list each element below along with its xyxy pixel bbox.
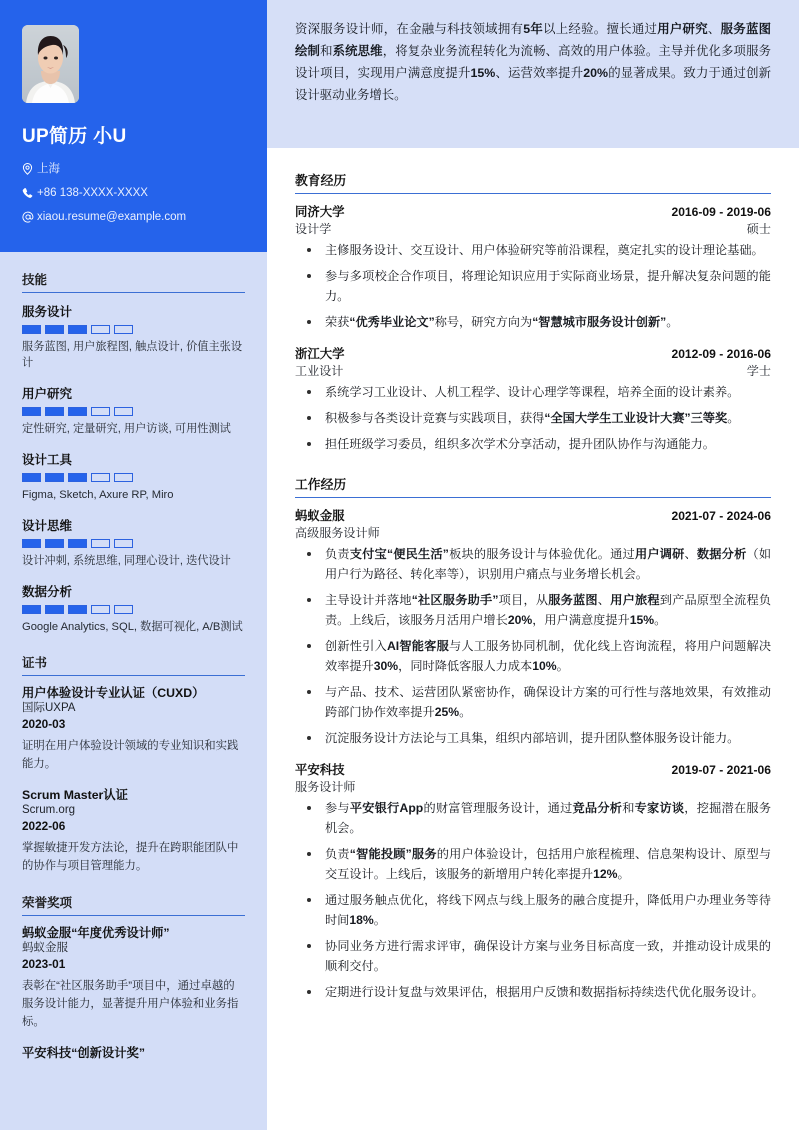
sidebar-body	[0, 252, 267, 1061]
work-bullet: 协同业务方进行需求评审，确保设计方案与业务目标高度一致，并推动设计成果的顺利交付。	[295, 936, 771, 976]
awards-item	[22, 925, 245, 1031]
skills-list	[22, 302, 245, 635]
education-bullet: 担任班级学习委员，组织多次学术分享活动，提升团队协作与沟通能力。	[295, 434, 771, 454]
awards-section-title: 荣誉奖项	[22, 893, 245, 916]
work-bullet: 通过服务触点优化，将线下网点与线上服务的融合度提升，降低用户办理业务等待时间18%。	[295, 890, 771, 930]
work-bullet: 创新性引入AI智能客服与人工服务协同机制，优化线上咨询流程，将用户问题解决效率提升30%，同时降低客服人力成本10%。	[295, 636, 771, 676]
skill-bar-segment	[45, 407, 64, 416]
work-bullets	[295, 798, 771, 1002]
skill-bar-segment	[91, 473, 110, 482]
work-entry-header	[295, 760, 771, 778]
degree: 学士	[746, 364, 771, 378]
work-bullet: 参与平安银行App的财富管理服务设计，通过竞品分析和专家访谈，挖掘潜在服务机会。	[295, 798, 771, 838]
skill-bar-segment	[114, 325, 133, 334]
company-name: 平安科技	[295, 763, 345, 777]
education-entry-subheader	[295, 220, 771, 237]
certs-date: 2020-03	[22, 717, 66, 731]
education-section-title: 教育经历	[295, 170, 771, 194]
skill-bar-segment	[114, 407, 133, 416]
work-entry	[295, 506, 771, 748]
skill-item	[22, 384, 245, 437]
certs-org: Scrum.org	[22, 804, 76, 816]
awards-list	[22, 925, 245, 1061]
education-bullet: 积极参与各类设计竞赛与实践项目，获得“全国大学生工业设计大赛”三等奖。	[295, 408, 771, 428]
education-list	[295, 202, 771, 454]
contact-email	[22, 210, 245, 224]
certs-item	[22, 787, 245, 875]
certs-date: 2022-06	[22, 819, 66, 833]
skill-name: 服务设计	[22, 305, 73, 319]
skill-level-meter	[22, 539, 245, 548]
main-column	[267, 0, 799, 1130]
education-bullet: 荣获“优秀毕业论文”称号，研究方向为“智慧城市服务设计创新”。	[295, 312, 771, 332]
school-name: 浙江大学	[295, 347, 345, 361]
education-bullet: 主修服务设计、交互设计、用户体验研究等前沿课程，奠定扎实的设计理论基础。	[295, 240, 771, 260]
location-pin-icon	[22, 163, 37, 175]
degree: 硕士	[746, 222, 771, 236]
work-list	[295, 506, 771, 1002]
work-bullet: 定期进行设计复盘与效果评估，根据用户反馈和数据指标持续迭代优化服务设计。	[295, 982, 771, 1002]
work-bullet: 沉淀服务设计方法论与工具集，组织内部培训，提升团队整体服务设计能力。	[295, 728, 771, 748]
contact-email-value: xiaou.resume@example.com	[37, 211, 187, 223]
certs-section-title: 证书	[22, 653, 245, 676]
skill-bar-segment	[45, 539, 64, 548]
awards-org: 蚂蚁金服	[22, 942, 68, 954]
summary-text: 资深服务设计师，在金融与科技领域拥有5年以上经验。擅长通过用户研究、服务蓝图绘制和系统思维，将复杂业务流程转化为流畅、高效的用户体验。主导并优化多项服务设计项目，实现用户满意度提升15%、运营效率提升20%的显著成果。致力于通过创新设计驱动业务增长。	[295, 22, 772, 102]
work-date: 2019-07 - 2021-06	[671, 763, 771, 777]
education-bullets	[295, 382, 771, 454]
skill-bar-segment	[45, 325, 64, 334]
email-at-icon	[22, 211, 37, 223]
education-entry-header	[295, 202, 771, 220]
skill-bar-segment	[68, 539, 87, 548]
certs-title: Scrum Master认证	[22, 788, 128, 802]
sidebar-header	[0, 0, 267, 252]
skill-level-meter	[22, 325, 245, 334]
work-section-title: 工作经历	[295, 474, 771, 498]
skill-keywords: Figma, Sketch, Axure RP, Miro	[22, 489, 174, 501]
skill-level-meter	[22, 473, 245, 482]
skill-bar-segment	[68, 473, 87, 482]
skill-bar-segment	[22, 473, 41, 482]
skill-name: 数据分析	[22, 585, 73, 599]
education-bullet: 系统学习工业设计、人机工程学、设计心理学等课程，培养全面的设计素养。	[295, 382, 771, 402]
summary-panel	[267, 0, 799, 148]
major: 工业设计	[295, 364, 344, 378]
skill-name: 设计工具	[22, 453, 73, 467]
education-entry	[295, 202, 771, 332]
skill-item	[22, 450, 245, 503]
work-bullets	[295, 544, 771, 748]
school-name: 同济大学	[295, 205, 345, 219]
skill-bar-segment	[22, 325, 41, 334]
education-entry-subheader	[295, 362, 771, 379]
job-title: 高级服务设计师	[295, 526, 380, 540]
awards-title: 蚂蚁金服“年度优秀设计师”	[22, 926, 170, 940]
contact-phone-value: +86 138-XXXX-XXXX	[37, 187, 148, 199]
skill-item	[22, 302, 245, 371]
portrait-photo-icon	[22, 25, 79, 103]
awards-title: 平安科技“创新设计奖”	[22, 1046, 145, 1060]
skill-bar-segment	[114, 473, 133, 482]
education-bullet: 参与多项校企合作项目，将理论知识应用于实际商业场景，提升解决复杂问题的能力。	[295, 266, 771, 306]
main-body	[267, 148, 799, 1002]
skill-bar-segment	[68, 325, 87, 334]
skill-keywords: 定性研究, 定量研究, 用户访谈, 可用性测试	[22, 423, 231, 435]
skill-keywords: Google Analytics, SQL, 数据可视化, A/B测试	[22, 621, 243, 633]
skill-bar-segment	[45, 473, 64, 482]
education-entry-header	[295, 344, 771, 362]
skill-keywords: 设计冲刺, 系统思维, 同理心设计, 迭代设计	[22, 555, 231, 567]
contact-phone	[22, 186, 245, 200]
awards-date: 2023-01	[22, 957, 66, 971]
contact-location	[22, 162, 245, 176]
awards-item	[22, 1045, 245, 1061]
major: 设计学	[295, 222, 332, 236]
skill-bar-segment	[91, 539, 110, 548]
work-entry-subheader	[295, 524, 771, 541]
skill-level-meter	[22, 605, 245, 614]
work-bullet: 负责“智能投顾”服务的用户体验设计，包括用户旅程梳理、信息架构设计、原型与交互设计。上线后，该服务的新增用户转化率提升12%。	[295, 844, 771, 884]
skill-name: 设计思维	[22, 519, 73, 533]
work-date: 2021-07 - 2024-06	[671, 509, 771, 523]
work-entry	[295, 760, 771, 1002]
work-bullet: 负责支付宝“便民生活”板块的服务设计与体验优化。通过用户调研、数据分析（如用户行为路径、转化率等），识别用户痛点与业务增长机会。	[295, 544, 771, 584]
certs-title: 用户体验设计专业认证（CUXD）	[22, 686, 205, 700]
work-bullet: 与产品、技术、运营团队紧密协作，确保设计方案的可行性与落地效果，有效推动跨部门协作效率提升25%。	[295, 682, 771, 722]
contact-location-value: 上海	[37, 163, 60, 175]
certs-item	[22, 685, 245, 773]
skill-bar-segment	[22, 605, 41, 614]
skill-bar-segment	[91, 407, 110, 416]
awards-description: 表彰在“社区服务助手”项目中，通过卓越的服务设计能力，显著提升用户体验和业务指标。	[22, 980, 239, 1028]
skill-bar-segment	[114, 539, 133, 548]
work-entry-header	[295, 506, 771, 524]
certs-org: 国际UXPA	[22, 702, 76, 714]
skill-bar-segment	[68, 605, 87, 614]
skill-item	[22, 582, 245, 635]
sidebar	[0, 0, 267, 1130]
education-date: 2012-09 - 2016-06	[671, 347, 771, 361]
certs-list	[22, 685, 245, 875]
education-entry	[295, 344, 771, 454]
certs-description: 证明在用户体验设计领域的专业知识和实践能力。	[22, 740, 239, 770]
skill-bar-segment	[45, 605, 64, 614]
skill-bar-segment	[114, 605, 133, 614]
skill-level-meter	[22, 407, 245, 416]
skill-bar-segment	[91, 605, 110, 614]
work-bullet: 主导设计并落地“社区服务助手”项目，从服务蓝图、用户旅程到产品原型全流程负责。上线后，该服务月活用户增长20%，用户满意度提升15%。	[295, 590, 771, 630]
skill-bar-segment	[22, 407, 41, 416]
education-bullets	[295, 240, 771, 332]
job-title: 服务设计师	[295, 780, 356, 794]
person-name: UP简历 小U	[22, 126, 127, 147]
work-entry-subheader	[295, 778, 771, 795]
skills-section-title: 技能	[22, 270, 245, 293]
skill-bar-segment	[91, 325, 110, 334]
education-date: 2016-09 - 2019-06	[671, 205, 771, 219]
skill-name: 用户研究	[22, 387, 73, 401]
avatar	[22, 25, 79, 103]
skill-bar-segment	[68, 407, 87, 416]
company-name: 蚂蚁金服	[295, 509, 345, 523]
skill-keywords: 服务蓝图, 用户旅程图, 触点设计, 价值主张设计	[22, 341, 243, 369]
phone-icon	[22, 187, 37, 199]
skill-item	[22, 516, 245, 569]
certs-description: 掌握敏捷开发方法论，提升在跨职能团队中的协作与项目管理能力。	[22, 842, 239, 872]
skill-bar-segment	[22, 539, 41, 548]
